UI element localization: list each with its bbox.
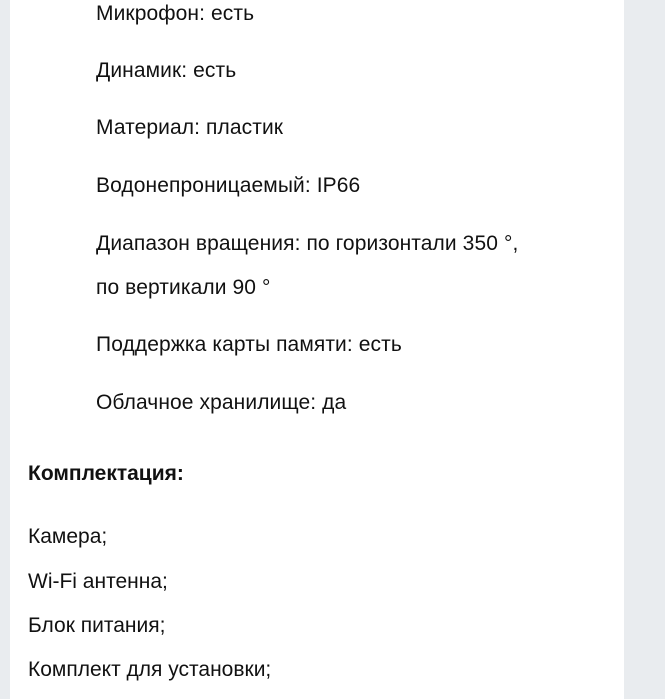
spec-microphone: Микрофон: есть — [96, 2, 255, 25]
spec-rotation-range: Диапазон вращения: по горизонтали 350 °, — [96, 232, 519, 255]
spec-material: Материал: пластик — [96, 116, 284, 139]
kit-item-power-supply: Блок питания; — [28, 614, 166, 637]
kit-item-camera: Камера; — [28, 525, 108, 548]
spec-memory-card: Поддержка карты памяти: есть — [96, 333, 402, 356]
spec-waterproof: Водонепроницаемый: IP66 — [96, 174, 361, 197]
spec-cloud-storage: Облачное хранилище: да — [96, 391, 347, 414]
kit-item-mounting-kit: Комплект для установки; — [28, 658, 272, 681]
kit-heading: Комплектация: — [28, 462, 184, 485]
spec-rotation-range-cont: по вертикали 90 ° — [96, 276, 271, 299]
kit-item-antenna: Wi-Fi антенна; — [28, 570, 168, 593]
document-page — [10, 0, 624, 699]
spec-speaker: Динамик: есть — [96, 59, 237, 82]
